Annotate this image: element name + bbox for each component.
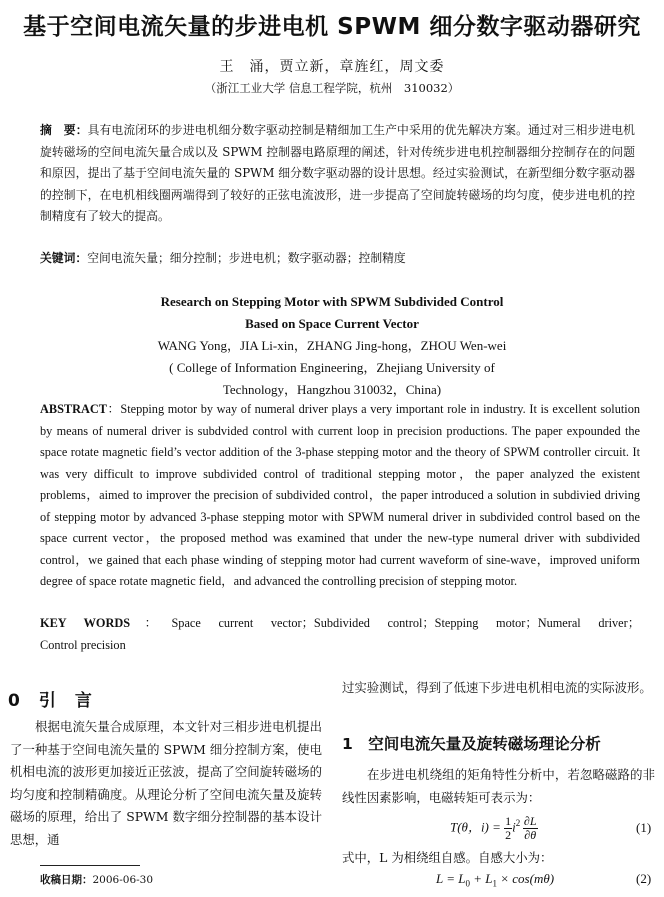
self-inductance-text: 式中，L 为相绕组自感。自感大小为：: [342, 850, 553, 865]
eq1-fraction-derivative: $\frac{\partial L}{\partial\theta}$: [523, 814, 537, 842]
english-title: [0, 291, 664, 335]
abstract-label: 摘 要：: [40, 123, 88, 137]
eq1-power: 2: [515, 818, 521, 829]
keywords-en-line1: ：Space current vector；Subdivided control；Stepping motor；Numeral driver；: [130, 616, 640, 630]
abstract-en-label: ABSTRACT: [40, 402, 107, 416]
keywords-chinese: [40, 248, 640, 268]
abstract-text: 具有电流闭环的步进电机细分数字驱动控制是精细加工生产中采用的优先解决方案。通过对三相步进电机旋转磁场的空间电流矢量合成以及 SPWM 控制器电路原理的阐述，针对传统步进电机控制器细分控制存在的问题和原因，提出了基于空间电流矢量的 SPWM 细分数字驱动器的设计思想。经过实验测试，在新型细分数字驱动器的控制下，在电机相线圈两端得到了较好的正弦电流波形，进一步提高了空间旋转磁场的均匀度，使步进电机的控制精度有了较大的提高。: [40, 123, 635, 223]
received-label: 收稿日期：: [40, 874, 93, 886]
received-value: 2006-06-30: [92, 874, 154, 886]
english-title-line1: Research on Stepping Motor with SPWM Subdivided Control: [160, 294, 504, 309]
equation-2-number: (2): [636, 871, 652, 886]
equation-1-number: (1): [636, 820, 652, 835]
introduction-text: 根据电流矢量合成原理，本文针对三相步进电机提出了一种基于空间电流矢量的 SPWM 细分控制方案，使电机相电流的波形更加接近正弦波，提高了空间旋转磁场的均匀度和控制精确度。从理论分析了空间电流矢量及旋转磁场的原理，给出了 SPWM 数字细分控制器的基本设计思想，通: [10, 719, 322, 847]
keywords-en-label: KEY WORDS: [40, 616, 131, 630]
keywords-en-line2: Control precision: [40, 637, 126, 652]
english-title-line2: Based on Space Current Vector: [245, 316, 419, 331]
keywords-label: 关键词：: [40, 251, 88, 265]
eq1-lhs: T(θ，i) =: [450, 819, 505, 835]
affiliation: （浙江工业大学 信息工程学院，杭州 310032）: [204, 81, 460, 95]
footnote-divider: [40, 865, 140, 866]
english-authors: WANG Yong，JIA Li-xin，ZHANG Jing-hong，ZHOU Wen-wei: [157, 338, 507, 353]
keywords-english: [40, 613, 640, 656]
keywords-text: 空间电流矢量；细分控制；步进电机；数字驱动器；控制精度: [87, 251, 406, 265]
abstract-en-text: ：Stepping motor by way of numeral driver plays a very important role in industry. It is excellent solution by means of numeral driver is subdvided control with current loop in precision productions. The paper expounded the space rotate magnetic field’s vector addition of the 3-phase stepping motor and the theory of SPWM controller circuit. It was very difficult to improve subdivided control of traditional stepping motor，the paper analyzed the existent problems，aimed to improver the precision of subdivided control，the paper introduced a solution in subdivied driving of stepping motor by advanced 3-phase stepping motor with SPWM numeral driver in subdivided control based on the space current vector，the proposed method was examined that under the new-type numeral driver with subdivided control，we gained that each phase winding of stepping motor had current waveform of sine-wave，improved uniform degree of space rotate magnetic field，and advanced the controlling precision of stepping motor.: [40, 402, 640, 588]
english-affiliation: [0, 357, 664, 400]
author-list: 王 涌，贾立新，章旌红，周文委: [219, 59, 445, 75]
section-heading-theory: 1 空间电流矢量及旋转磁场理论分析: [342, 735, 601, 753]
theory-text: 在步进电机绕组的矩角特性分析中，若忽略磁路的非线性因素影响，电磁转矩可表示为：: [342, 767, 655, 805]
equation-1: [450, 815, 538, 842]
english-affiliation-line1: ( College of Information Engineering，Zhejiang University of: [169, 360, 495, 375]
eq1-current: i: [512, 819, 516, 835]
equation-2: $L = L_0 + L_1 \times \cos(m\theta)$: [436, 871, 555, 889]
introduction-continued: 过实验测试，得到了低速下步进电机相电流的实际波形。: [342, 680, 652, 695]
abstract-english: [40, 399, 640, 593]
eq1-fraction-half: $\frac{1}{2}$: [505, 814, 512, 842]
section-heading-introduction: 0 引 言: [8, 691, 93, 711]
paper-title: 基于空间电流矢量的步进电机 SPWM 细分数字驱动器研究: [23, 14, 641, 40]
abstract-chinese: [40, 120, 635, 228]
received-date: [40, 872, 153, 887]
english-affiliation-line2: Technology，Hangzhou 310032，China): [222, 381, 442, 397]
